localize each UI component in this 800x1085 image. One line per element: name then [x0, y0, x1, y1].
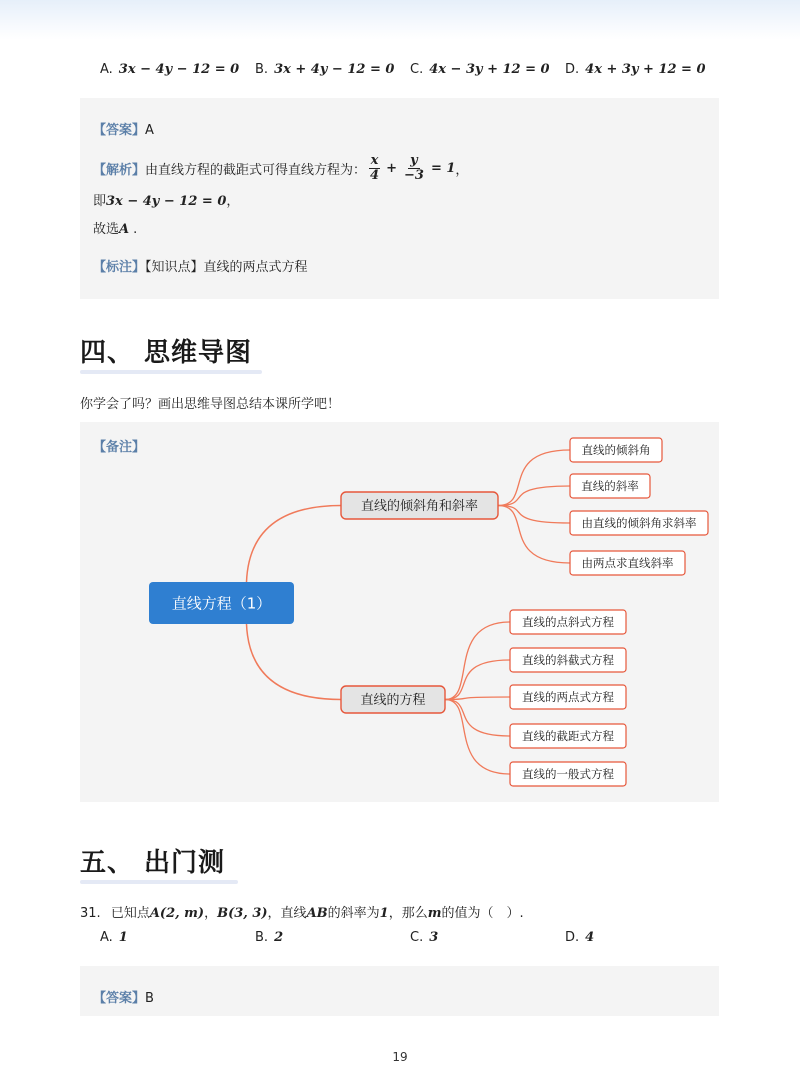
mindmap-leaf	[510, 648, 626, 672]
svg-text:直线的方程: 直线的方程	[360, 693, 426, 709]
branch-leaf-connector	[498, 450, 570, 506]
svg-text:由直线的倾斜角求斜率: 由直线的倾斜角求斜率	[581, 516, 697, 531]
mindmap-diagram	[80, 422, 720, 802]
mindmap-leaf	[570, 511, 708, 535]
root-branch-connector	[247, 624, 342, 700]
svg-text:直线的倾斜角和斜率: 直线的倾斜角和斜率	[360, 499, 479, 515]
section4-underline	[80, 370, 262, 374]
q31-option-c: C. 3	[410, 930, 439, 945]
option-a: A. 3x − 4y − 12 = 0	[100, 62, 240, 77]
analysis-line-3: 故选A .	[93, 222, 138, 237]
svg-text:由两点求直线斜率: 由两点求直线斜率	[581, 556, 674, 571]
q31-answer-line: 【答案】B	[93, 991, 154, 1006]
mindmap-branch	[341, 492, 498, 519]
mindmap-root	[149, 582, 294, 624]
mindmap-branch	[341, 686, 445, 713]
analysis-line: 【解析】 由直线方程的截距式可得直线方程为： $\frac{x}{4}$ + $\frac{y}{-3}$ = 1 ，	[93, 152, 469, 183]
option-d: D. 4x + 3y + 12 = 0	[565, 62, 706, 77]
section4-prompt: 你学会了吗？画出思维导图总结本课所学吧！	[80, 397, 341, 412]
svg-text:直线方程（1）: 直线方程（1）	[171, 594, 272, 613]
svg-text:直线的斜截式方程: 直线的斜截式方程	[522, 653, 614, 668]
prev-question-options	[100, 62, 720, 82]
fraction-x-over-4: $\frac{x}{4}$	[370, 152, 380, 183]
section5-title: 五、 出门测	[80, 848, 226, 878]
analysis-line-2: 即3x − 4y − 12 = 0，	[93, 194, 240, 209]
note-line: 【标注】【知识点】直线的两点式方程	[93, 260, 308, 275]
branch-leaf-connector	[445, 700, 510, 775]
svg-text:直线的一般式方程: 直线的一般式方程	[522, 767, 614, 782]
q31-options	[100, 930, 720, 950]
q31-answer-box	[80, 966, 719, 1016]
fraction-y-over-neg3: $\frac{y}{-3}$	[403, 152, 424, 183]
q31-option-a: A. 1	[100, 930, 128, 945]
branch-leaf-connector	[445, 700, 510, 737]
branch-leaf-connector	[445, 660, 510, 700]
q31-option-b: B. 2	[255, 930, 284, 945]
svg-text:直线的斜率: 直线的斜率	[581, 479, 639, 494]
svg-text:直线的两点式方程: 直线的两点式方程	[522, 690, 614, 705]
q31-option-d: D. 4	[565, 930, 595, 945]
mindmap-leaf	[570, 438, 662, 462]
svg-text:直线的点斜式方程: 直线的点斜式方程	[522, 615, 614, 630]
section5-underline	[80, 880, 238, 884]
option-c: C. 4x − 3y + 12 = 0	[410, 62, 550, 77]
branch-leaf-connector	[498, 506, 570, 564]
mindmap-leaf	[570, 551, 685, 575]
mindmap-leaf	[510, 610, 626, 634]
question-31: 31. 已知点A(2, m)，B(3, 3)，直线AB的斜率为1，那么m的值为（ ）.	[80, 906, 524, 921]
remark-label: 【备注】	[93, 440, 146, 455]
option-b: B. 3x + 4y − 12 = 0	[255, 62, 395, 77]
svg-text:直线的截距式方程: 直线的截距式方程	[522, 729, 614, 744]
mindmap-leaf	[510, 685, 626, 709]
mindmap-leaf	[510, 724, 626, 748]
svg-text:直线的倾斜角: 直线的倾斜角	[581, 443, 651, 458]
mindmap-leaf	[570, 474, 650, 498]
header-band	[0, 0, 800, 40]
mindmap-leaf	[510, 762, 626, 786]
answer-line: 【答案】A	[93, 123, 154, 138]
page-number: 19	[392, 1050, 408, 1064]
root-branch-connector	[247, 506, 342, 583]
section4-title: 四、 思维导图	[80, 338, 253, 368]
